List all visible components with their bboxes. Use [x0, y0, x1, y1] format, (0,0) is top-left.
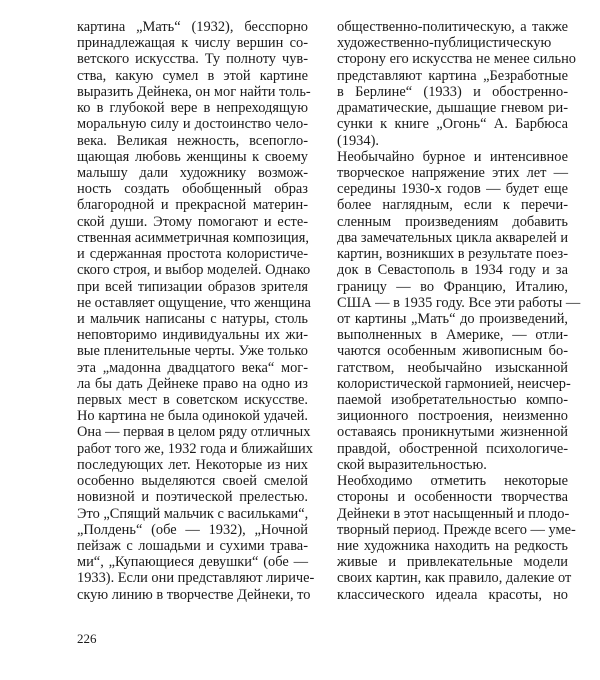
text-line: принадлежащая к числу вершин со- — [77, 35, 308, 52]
text-line: ла бы дать Дейнеке право на одно из — [77, 375, 308, 392]
text-line: ского строя, и выбор моделей. Однако — [77, 262, 311, 279]
text-line: века. Великая нежность, всепогло- — [77, 132, 308, 149]
text-line: своих картин, как правило, далекие от — [337, 570, 572, 587]
text-line: при всей типизации образов зрителя — [77, 278, 308, 295]
text-line: чаются особенным живописным бо- — [337, 343, 568, 360]
text-line: границу — во Францию, Италию, — [337, 278, 568, 295]
text-line: 1933). Если они представляют лириче- — [77, 570, 315, 587]
text-line: благородной и прекрасной материн- — [77, 197, 308, 214]
paragraph — [337, 473, 576, 603]
text-line: общественно-политическую, а также — [337, 19, 568, 35]
text-line: и мальчик написаны с натуры, столь — [77, 310, 308, 327]
text-line: щающая любовь женщины к своему — [77, 148, 308, 165]
text-line: особенно выделяются своей смелой — [77, 473, 308, 490]
text-line: в Берлине“ (1933) и обостренно- — [337, 83, 568, 100]
text-line: Но картина не была одинокой удачей. — [77, 408, 308, 425]
text-line: неповторимо индивидуальны их жи- — [77, 327, 308, 344]
text-line: Это „Спящий мальчик с васильками“, — [77, 505, 309, 522]
text-line: работ того же, 1932 года и ближайших — [77, 440, 313, 457]
text-line: „Полдень“ (обе — 1932), „Ночной — [77, 521, 308, 538]
text-line: Она — первая в целом ряду отличных — [77, 424, 311, 441]
text-line: последующих лет. Некоторые из них — [77, 456, 308, 473]
text-line: зиционного построения, неизменно — [337, 408, 568, 425]
paragraph — [337, 19, 576, 149]
text-line: (1934). — [337, 132, 379, 149]
text-line: художественно-публицистическую — [337, 35, 552, 52]
text-line: колористической гармонией, неисчер- — [337, 375, 571, 392]
text-line: ской души. Этому помогают и есте- — [77, 213, 308, 230]
text-line: творческое напряжение этих лет — — [337, 164, 568, 181]
text-line: док в Севастополь в 1934 году и за — [337, 262, 568, 279]
text-line: Необычайно бурное и интенсивное — [337, 148, 568, 165]
paragraph — [77, 19, 315, 603]
right-column — [337, 19, 581, 603]
text-line: оставаясь проникнутыми жизненной — [337, 424, 568, 441]
text-line: США — в 1935 году. Все эти работы — — [337, 294, 581, 311]
text-line: представляют картина „Безработные — [337, 67, 568, 84]
text-line: картина „Мать“ (1932), бесспорно — [77, 19, 308, 35]
text-line: два замечательных цикла акварелей и — [337, 229, 569, 246]
text-line: ской выразительностью. — [337, 456, 487, 473]
text-line: Дейнеки в этот насыщенный и плодо- — [337, 505, 570, 522]
text-line: эта „мадонна двадцатого века“ мог- — [77, 359, 308, 376]
text-line: правдой, обостренной психологиче- — [337, 440, 568, 457]
text-line: сленным произведениям добавить — [337, 213, 568, 230]
text-line: пейзаж с лошадьми и сухими трава- — [77, 538, 308, 554]
text-line: середины 1930-х годов — будет еще — [337, 181, 568, 198]
text-line: моральную силу и достоинство чело- — [77, 116, 308, 133]
left-column — [77, 19, 315, 603]
text-line: стороны и особенности творчества — [337, 489, 568, 506]
text-line: ственная асимметричная композиция, — [77, 229, 309, 246]
text-line: и сдержанная простота колористиче- — [77, 246, 308, 263]
text-line: гатством, необычайно изысканной — [337, 359, 568, 376]
text-line: первых мест в советском искусстве. — [77, 392, 308, 409]
text-line: Необходимо отметить некоторые — [337, 473, 568, 490]
text-line: паемой изобретательностью компо- — [337, 392, 568, 409]
text-line: драматические, дышащие гневом ри- — [337, 100, 568, 117]
text-line: сторону его искусства не менее сильно — [337, 51, 576, 68]
text-line: вые пленительные черты. Уже только — [77, 343, 308, 360]
text-line: новизной и поэтической прелестью. — [77, 489, 308, 506]
text-line: ветского искусства. Ту полноту чув- — [77, 51, 308, 68]
text-line: картин, возникших в результате поез- — [337, 246, 568, 263]
text-line: более наглядным, если к перечи- — [337, 197, 568, 214]
text-line: выполненных в Америке, — отли- — [337, 327, 568, 344]
text-line: классического идеала красоты, но — [337, 586, 568, 603]
text-line: скую линию в творчестве Дейнеки, то — [77, 586, 311, 603]
paragraph — [337, 148, 581, 473]
text-line: малышу дали художнику возмож- — [77, 164, 308, 181]
text-line: выразить Дейнека, он мог найти толь- — [77, 83, 311, 100]
text-line: сунки к книге „Огонь“ А. Барбюса — [337, 116, 568, 133]
text-line: ко в глубокой вере в непреходящую — [77, 100, 308, 117]
text-line: ми“, „Купающиеся девушки“ (обе — — [77, 554, 308, 571]
page-number: 226 — [77, 631, 97, 646]
text-line: от картины „Мать“ до произведений, — [337, 310, 568, 327]
text-line: не оставляет ощущение, что женщина — [77, 294, 311, 311]
text-line: живые и привлекательные модели — [337, 554, 568, 571]
text-line: ние художника находить на редкость — [337, 538, 568, 554]
text-line: ность создать обобщенный образ — [77, 181, 308, 198]
text-line: творный период. Прежде всего — уме- — [337, 521, 576, 538]
text-line: ства, какую сумел в этой картине — [77, 67, 308, 84]
